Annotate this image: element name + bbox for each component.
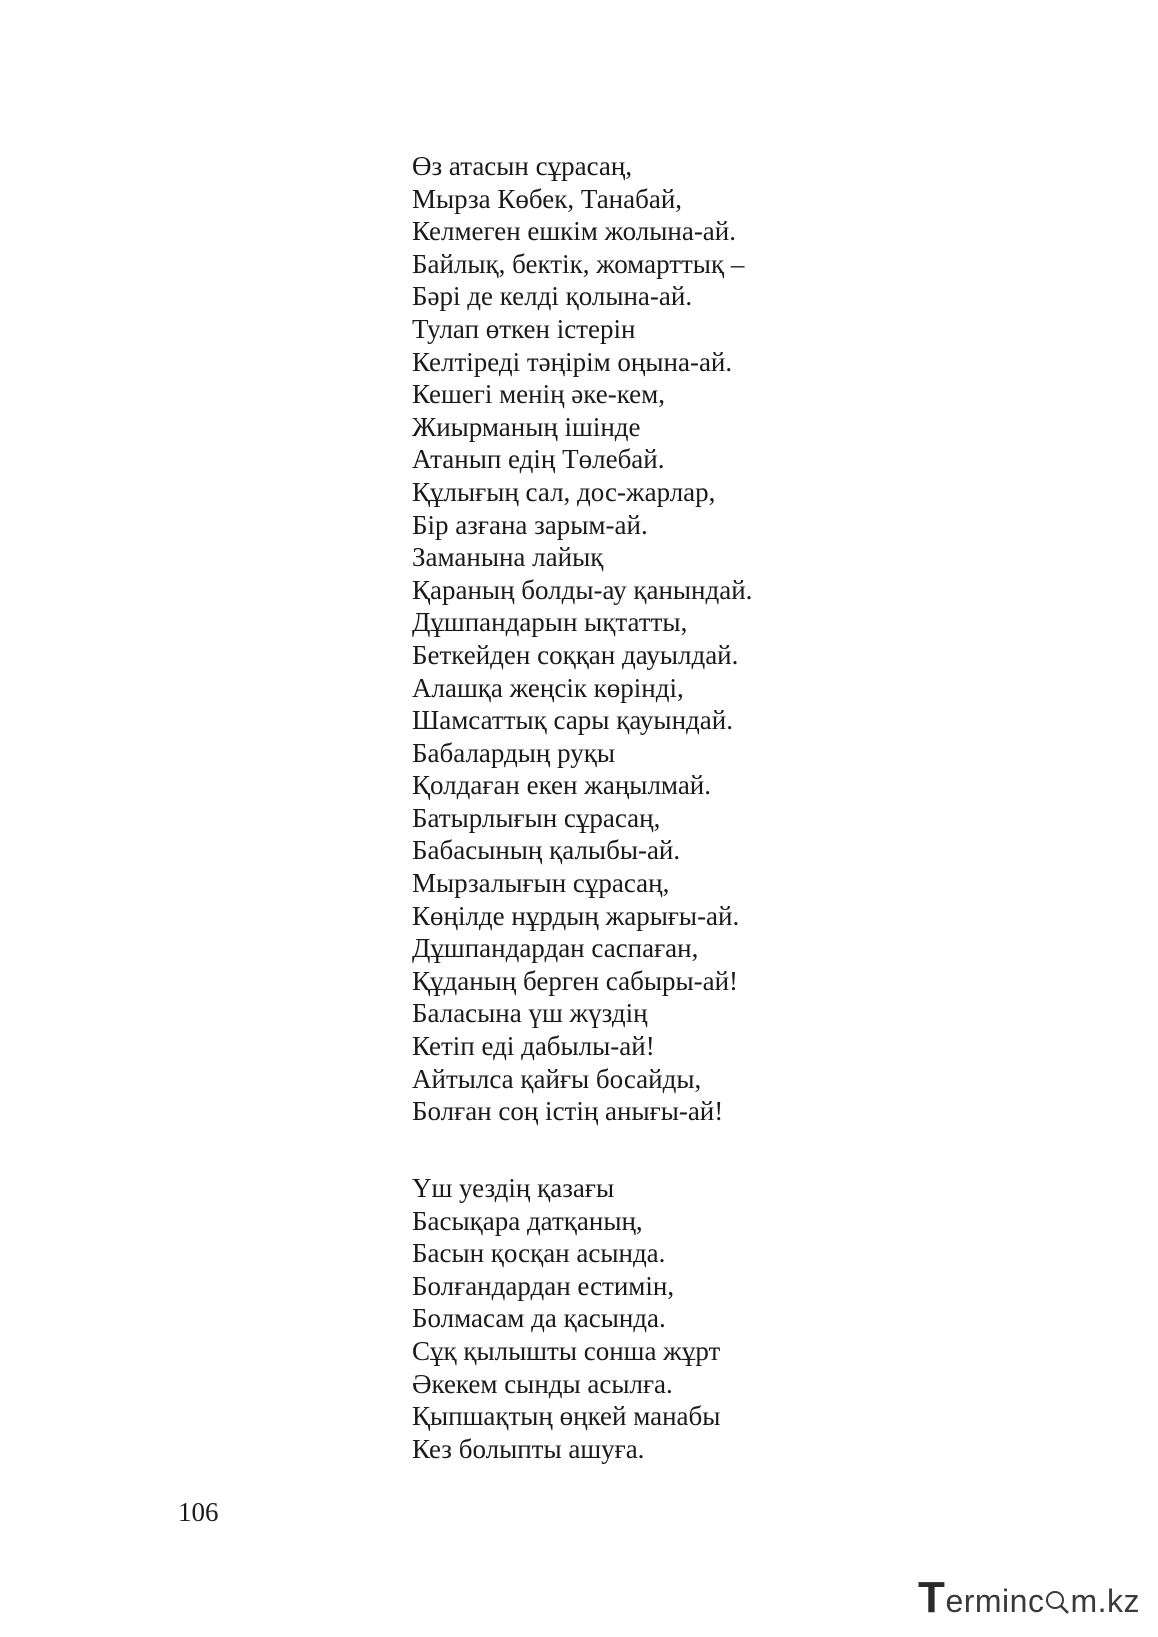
poem-line: Кетіп еді дабылы-ай!: [412, 1031, 655, 1062]
poem-line: Қолдаған екен жаңылмай.: [412, 770, 712, 801]
poem-line: Келмеген ешкім жолына-ай.: [412, 216, 736, 247]
poem-line: Көңілде нұрдың жарығы-ай.: [412, 900, 740, 931]
poem-line: Қыпшақтың өңкей манабы: [412, 1401, 721, 1432]
poem-line: Жиырманың ішінде: [412, 411, 641, 442]
watermark-logo: [918, 1573, 1140, 1623]
watermark-text-start: erminc: [945, 1583, 1045, 1619]
page-number: 106: [178, 1497, 219, 1527]
poem-line: Болмасам да қасында.: [412, 1303, 666, 1334]
poem-line: Тулап өткен істерін: [412, 313, 636, 344]
poem-stanza-1: [412, 150, 752, 1128]
poem-line: Мырза Көбек, Танабай,: [412, 183, 683, 214]
poem-line: Әкекем сынды асылға.: [412, 1368, 673, 1399]
poem-line: Дұшпандардан саспаған,: [412, 933, 699, 964]
poem-line: Құданың берген сабыры-ай!: [412, 965, 739, 996]
poem-line: Құлығың сал, дос-жарлар,: [412, 476, 716, 507]
poem-line: Дұшпандарын ықтатты,: [412, 607, 688, 638]
poem-line: Болғандардан естимін,: [412, 1270, 675, 1301]
poem-line: Өз атасын сұрасаң,: [412, 151, 633, 181]
poem-line: Беткейден соққан дауылдай.: [412, 639, 739, 670]
poem-line: Баласына үш жүздің: [412, 998, 648, 1029]
poem-line: Кез болыпты ашуға.: [412, 1433, 645, 1464]
poem-line: Бабалардың руқы: [412, 737, 616, 768]
poem-line: Алашқа жеңсік көрінді,: [412, 672, 684, 703]
poem-line: Басықара датқаның,: [412, 1205, 643, 1236]
watermark-text-end: m.kz: [1070, 1583, 1140, 1619]
poem-stanza-2: [412, 1172, 720, 1465]
poem-line: Бабасының қалыбы-ай.: [412, 835, 681, 866]
poem-line: Сұқ қылышты сонша жұрт: [412, 1335, 721, 1366]
poem-line: Айтылса қайғы босайды,: [412, 1063, 702, 1094]
poem-line: Қараның болды-ау қанындай.: [412, 574, 753, 605]
watermark-first-letter: T: [918, 1573, 946, 1622]
poem-line: Басын қосқан асында.: [412, 1238, 666, 1269]
poem-line: Үш уездің қазағы: [412, 1173, 615, 1203]
poem-line: Байлық, бектік, жомарттық –: [412, 248, 745, 279]
poem-line: Бір азғана зарым-ай.: [412, 509, 648, 540]
magnifier-icon: [1044, 1586, 1070, 1612]
poem-line: Заманына лайық: [412, 542, 604, 573]
poem-line: Болған соң істің анығы-ай!: [412, 1096, 724, 1127]
poem-line: Бәрі де келді қолына-ай.: [412, 281, 693, 312]
poem-line: Батырлығын сұрасаң,: [412, 802, 661, 833]
poem-line: Кешегі менің әке-кем,: [412, 379, 665, 410]
poem-line: Мырзалығын сұрасаң,: [412, 868, 670, 899]
poem-line: Шамсаттық сары қауындай.: [412, 705, 733, 736]
poem-line: Келтіреді тәңірім оңына-ай.: [412, 346, 733, 377]
poem-line: Атанып едің Төлебай.: [412, 444, 665, 475]
